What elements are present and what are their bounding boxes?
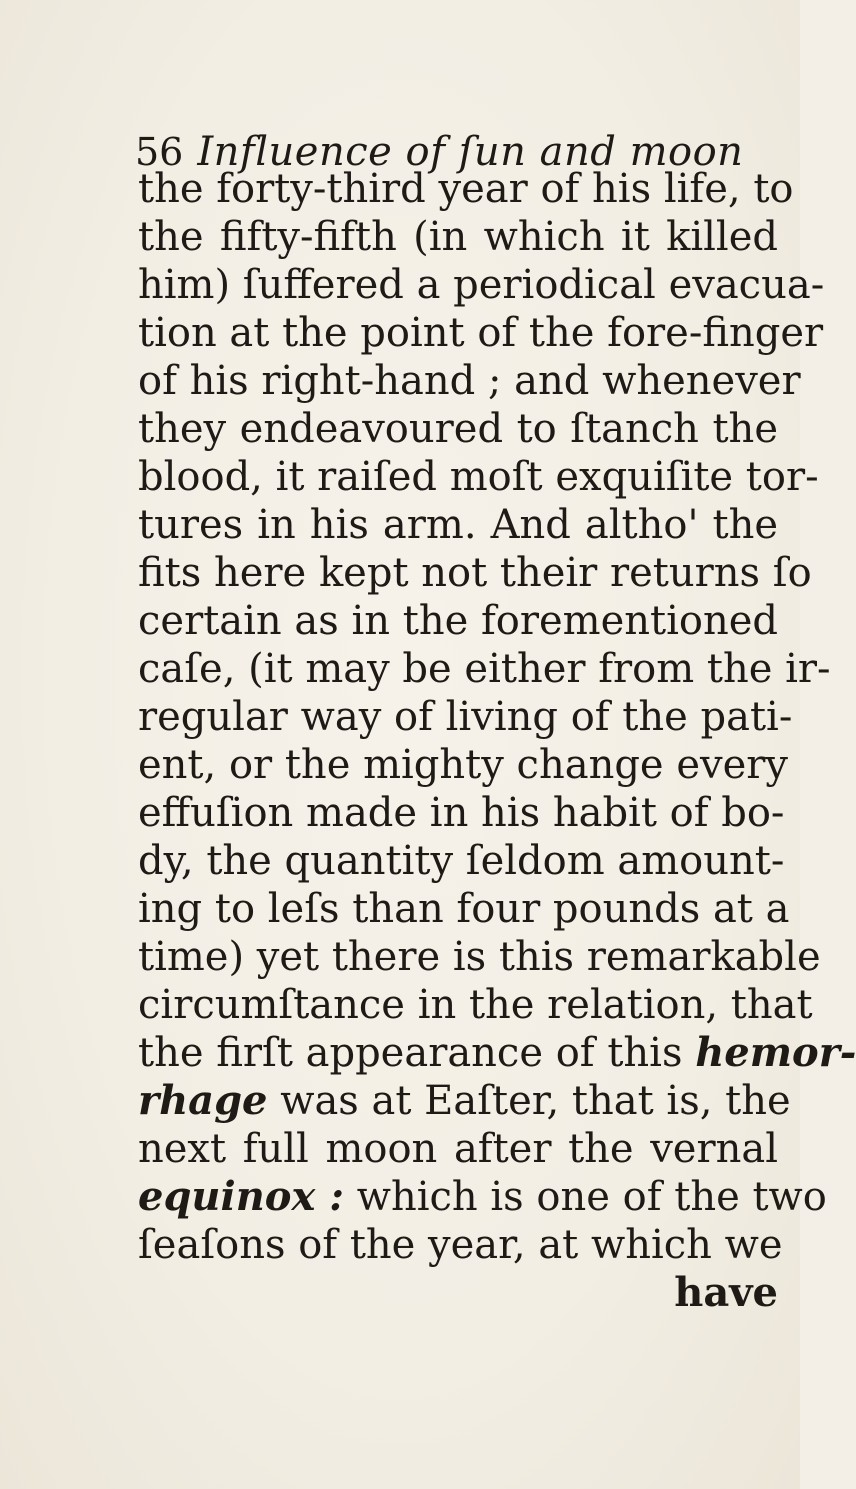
text-line: they endeavoured to ſtanch the	[138, 406, 778, 452]
text-line: him) ſuffered a periodical evacua-	[138, 262, 825, 308]
text-line: effuſion made in his habit of bo-	[138, 790, 785, 836]
text-line: time) yet there is this remarkable	[138, 934, 821, 980]
running-title: Influence of ſun and moon	[197, 129, 744, 175]
text-line: ing to leſs than four pounds at a	[138, 886, 790, 932]
italic-term: hemor-	[695, 1029, 856, 1076]
text-line: fits here kept not their returns ſo	[138, 550, 812, 596]
text-segment: which is one of the two	[344, 1174, 827, 1220]
text-line: circumſtance in the relation, that	[138, 982, 813, 1028]
text-line: ſeaſons of the year, at which we	[138, 1222, 783, 1268]
text-line: blood, it raiſed moſt exquiſite tor-	[138, 454, 819, 500]
text-segment: the firſt appearance of this	[138, 1030, 696, 1076]
catchword: have	[674, 1269, 778, 1316]
text-line: the forty-third year of his life, to	[138, 166, 794, 212]
text-line: certain as in the forementioned	[138, 598, 778, 644]
text-line: regular way of living of the pati-	[138, 694, 793, 740]
text-line: tion at the point of the fore-finger	[138, 310, 824, 356]
text-line: tures in his arm. And altho' the	[138, 502, 778, 548]
text-line	[138, 1029, 856, 1077]
text-line: caſe, (it may be either from the ir-	[138, 646, 831, 692]
text-line	[138, 1173, 827, 1221]
text-line: of his right-hand ; and whenever	[138, 358, 801, 404]
text-line: ent, or the mighty change every	[138, 742, 788, 788]
italic-term: rhage	[138, 1077, 268, 1124]
text-line: dy, the quantity ſeldom amount-	[138, 838, 785, 884]
text-line	[138, 1077, 791, 1125]
text-segment: was at Eaſter, that is, the	[267, 1078, 791, 1124]
text-line: the fifty-fifth (in which it killed	[138, 214, 778, 260]
page-number: 56	[135, 130, 184, 174]
italic-term: equinox :	[138, 1173, 344, 1220]
text-line: next full moon after the vernal	[138, 1126, 778, 1172]
